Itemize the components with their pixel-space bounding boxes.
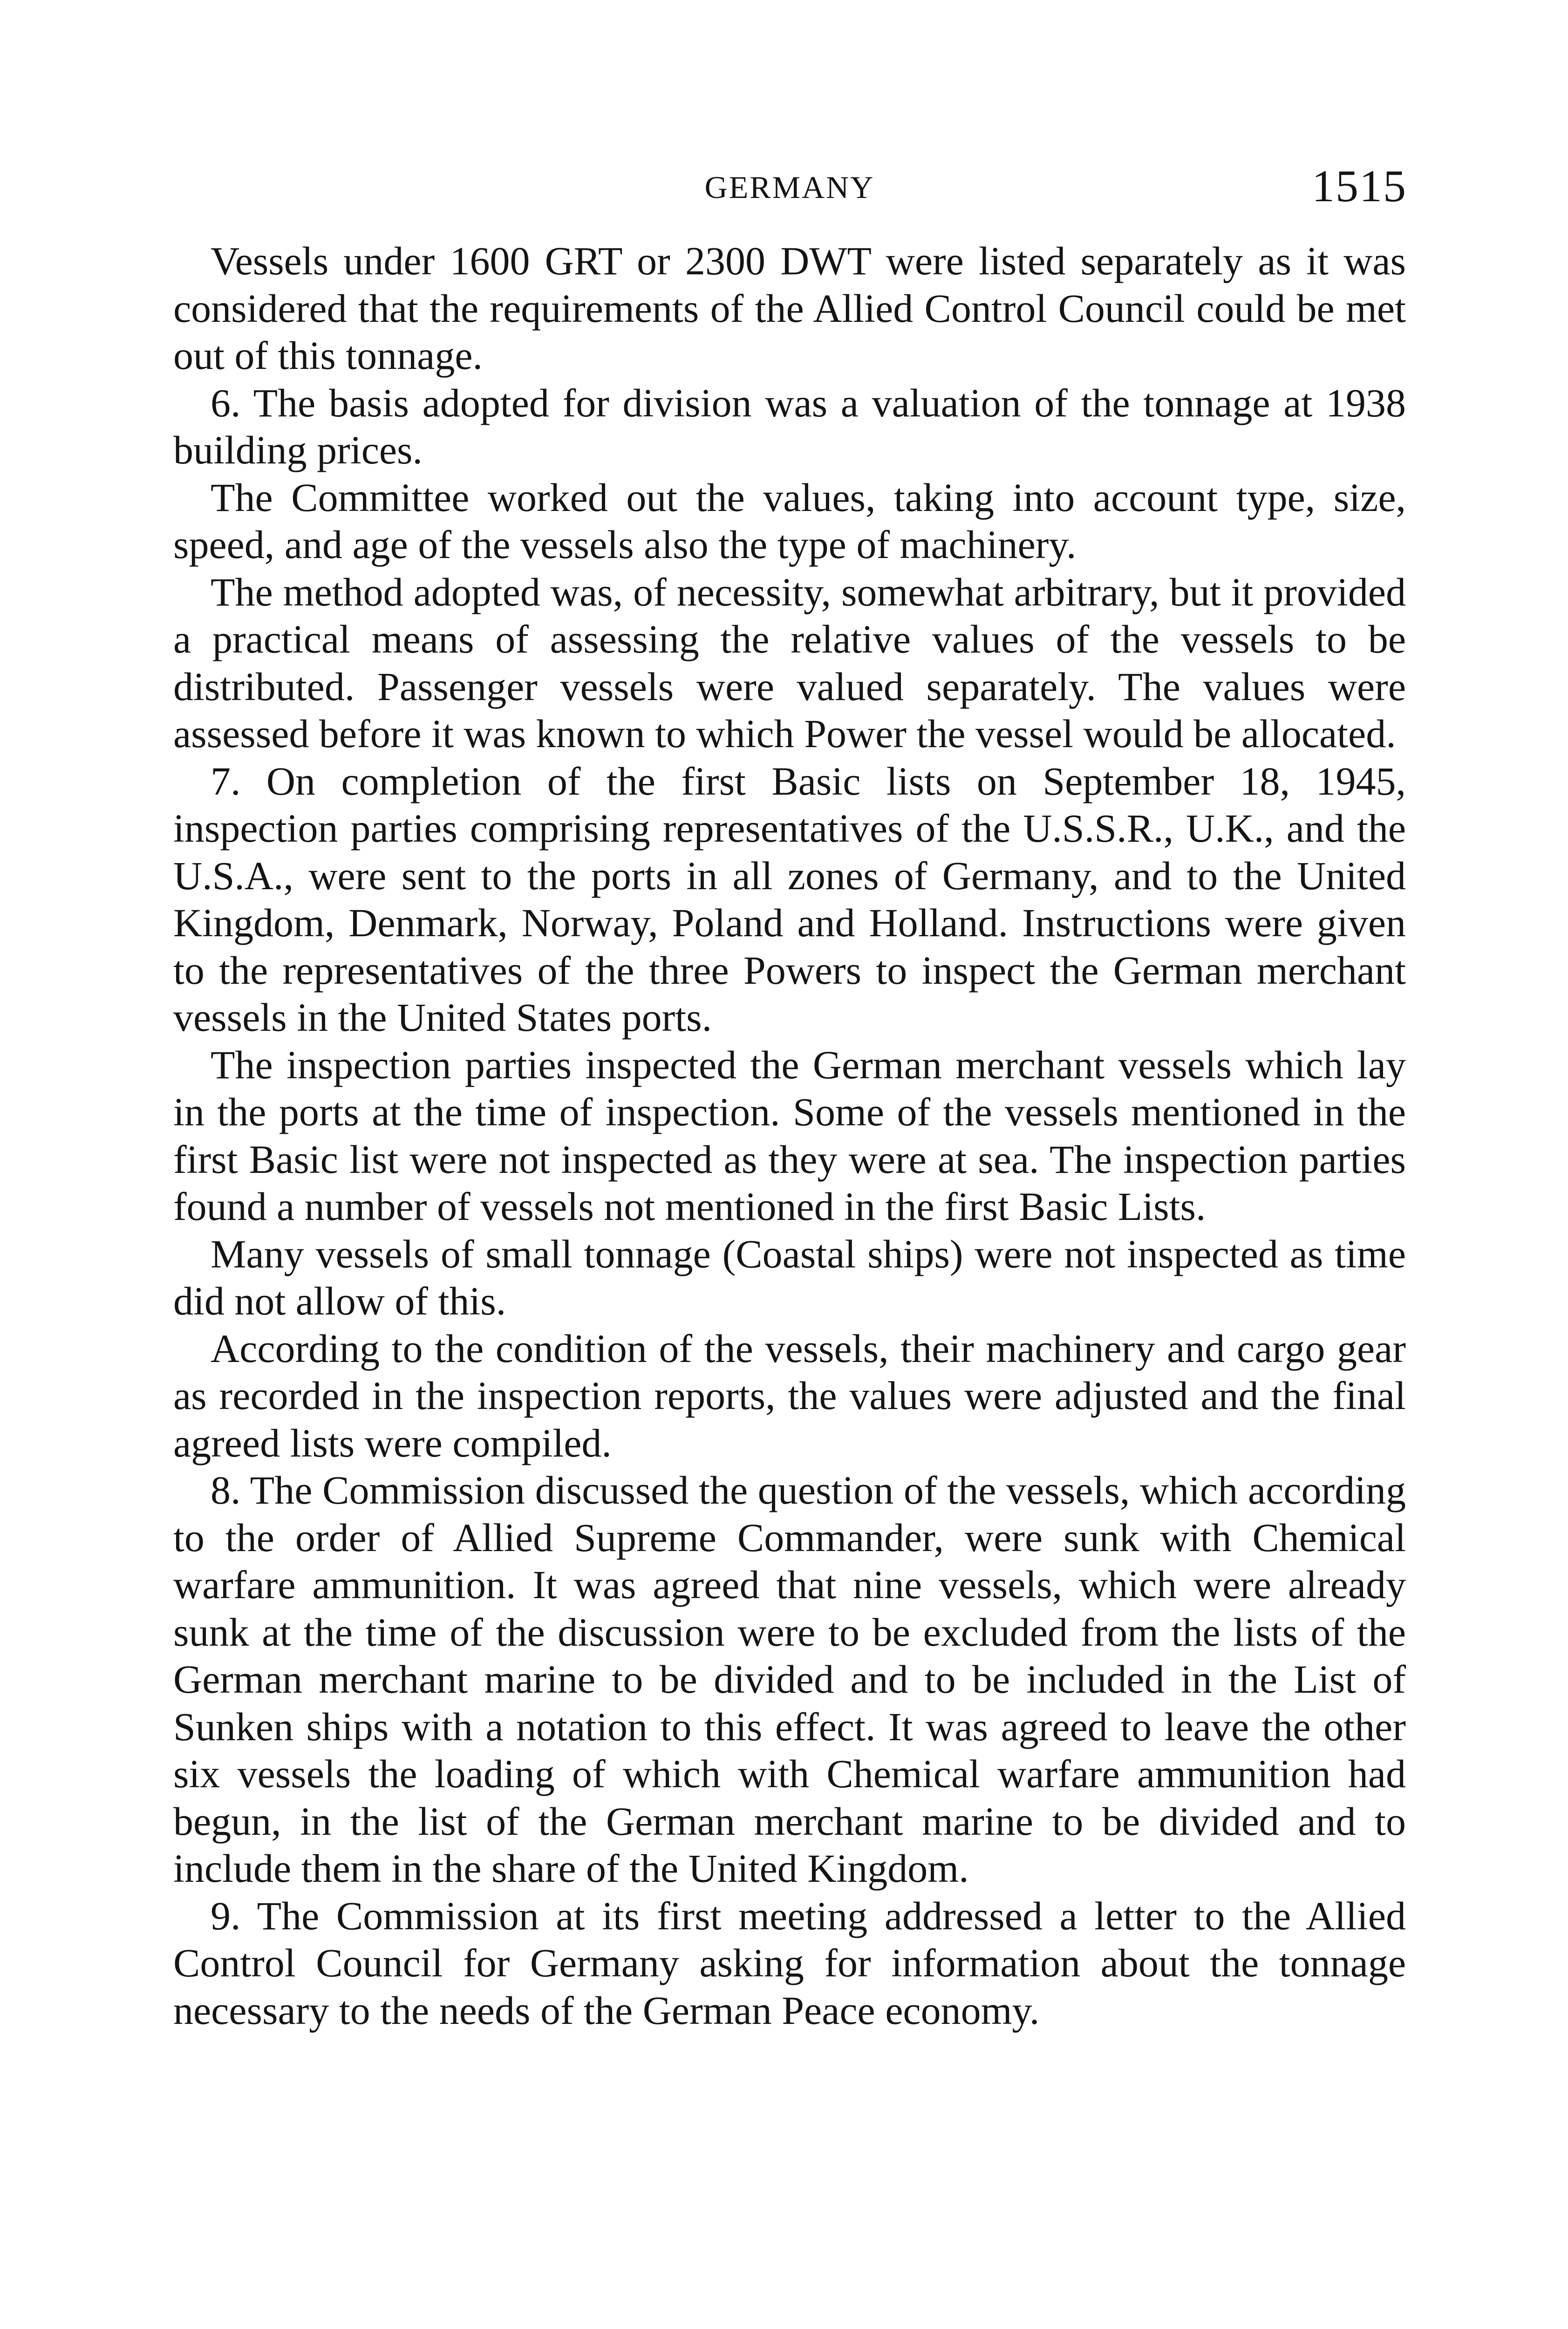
paragraph-inspection-results: The inspection parties inspected the German merchant vessels which lay in the ports at the time of inspection. Some of the vessels mentioned in the first Basic list were not inspected as they were at sea. The inspection parties found a number of vessels not mentioned in the first Basic Lists. (173, 1042, 1406, 1229)
body-text (173, 238, 1406, 2034)
paragraph-vessels-under-1600: Vessels under 1600 GRT or 2300 DWT were listed separately as it was considered that the requirements of the Allied Control Council could be met out of this tonnage. (173, 238, 1406, 378)
paragraph-7-inspection-parties: 7. On completion of the first Basic lists on September 18, 1945, inspection parties comprising representatives of the U.S.S.R., U.K., and the U.S.A., were sent to the ports in all zones of Germany, and to the United Kingdom, Denmark, Norway, Poland and Holland. Instructions were given to the representatives of the three Powers to inspect the German merchant vessels in the United States ports. (173, 758, 1406, 1040)
paragraph-method-adopted: The method adopted was, of necessity, somewhat arbitrary, but it provided a practical means of assessing the relative values of the vessels to be distributed. Passenger vessels were valued separately. The values were assessed before it was known to which Power the vessel would be allocated. (173, 569, 1406, 756)
paragraph-6-basis-of-division: 6. The basis adopted for division was a valuation of the tonnage at 1938 building prices. (173, 380, 1406, 472)
paragraph-committee-values: The Committee worked out the values, taking into account type, size, speed, and age of the vessels also the type of machinery. (173, 475, 1406, 567)
paragraph-values-adjusted: According to the condition of the vessels, their machinery and cargo gear as recorded in the inspection reports, the values were adjusted and the final agreed lists were compiled. (173, 1326, 1406, 1465)
paragraph-coastal-ships: Many vessels of small tonnage (Coastal ships) were not inspected as time did not allow of this. (173, 1231, 1406, 1323)
running-head (172, 161, 1407, 217)
running-title: GERMANY (704, 170, 875, 205)
paragraph-9-first-meeting: 9. The Commission at its first meeting addressed a letter to the Allied Control Council for Germany asking for information about the tonnage necessary to the needs of the German Peace economy. (173, 1893, 1406, 2033)
page-number: 1515 (1312, 161, 1407, 211)
paragraph-8-chemical-warfare: 8. The Commission discussed the question of the vessels, which according to the order of Allied Supreme Commander, were sunk with Chemical warfare ammunition. It was agreed that nine vessels, which were already sunk at the time of the discussion were to be excluded from the lists of the German merchant marine to be divided and to be included in the List of Sunken ships with a notation to this effect. It was agreed to leave the other six vessels the loading of which with Chemical warfare ammunition had begun, in the list of the German merchant marine to be divided and to include them in the share of the United Kingdom. (173, 1468, 1406, 1891)
